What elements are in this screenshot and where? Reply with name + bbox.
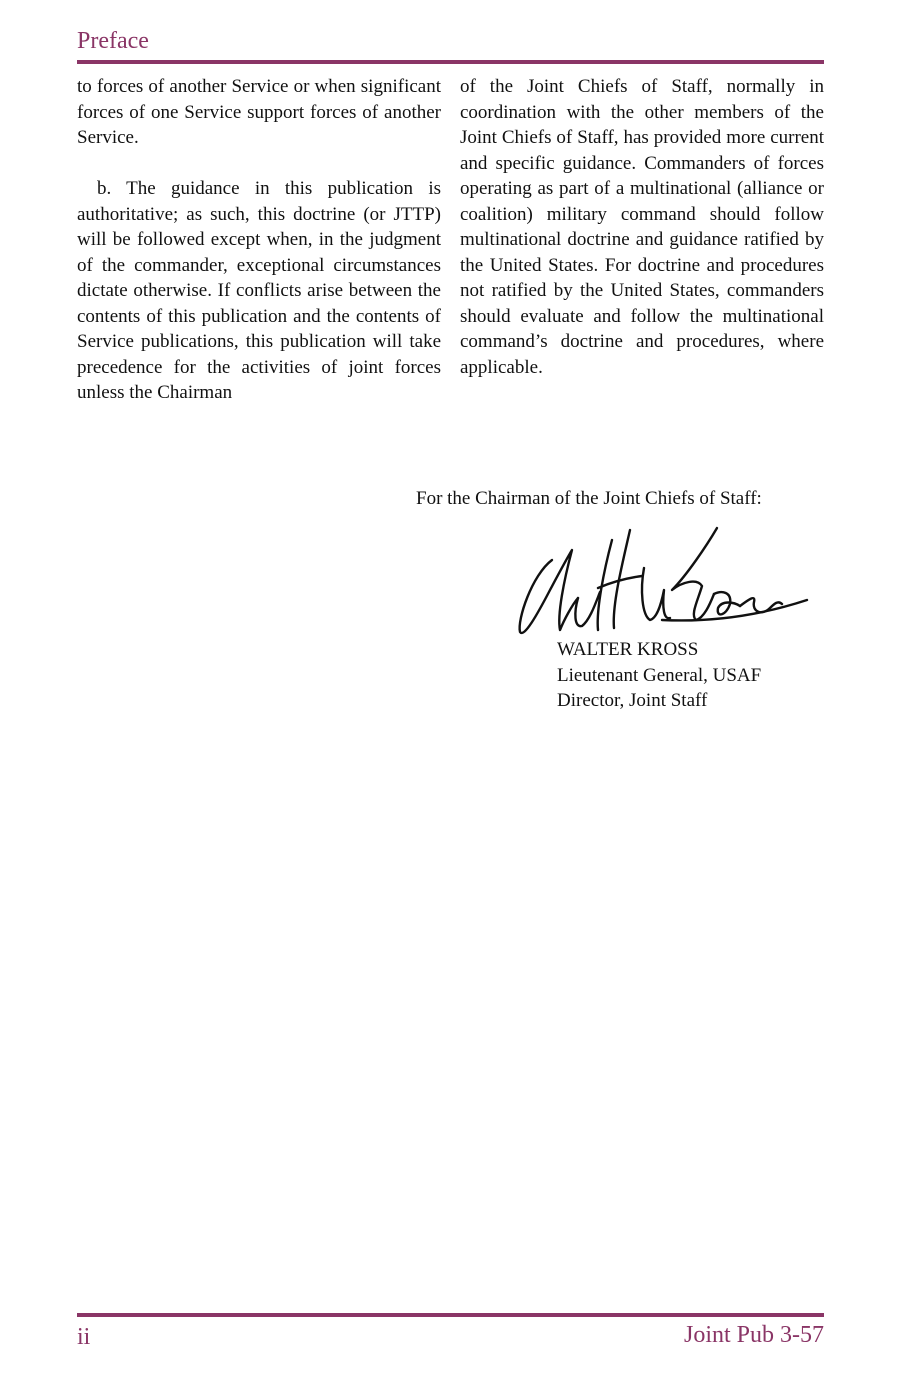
- closing-line: For the Chairman of the Joint Chiefs of Staff:: [416, 488, 762, 509]
- handwritten-signature-icon: [512, 520, 812, 645]
- right-column: [460, 74, 824, 380]
- signer-position: Director, Joint Staff: [557, 690, 708, 711]
- left-column: [77, 74, 441, 406]
- footer-publication: Joint Pub 3-57: [683, 1322, 824, 1348]
- left-paragraph-2: b. The guidance in this publication is authoritative; as such, this doctrine (or JTTP) will be followed except when, in the judgment of the commander, exceptional circumstances dictate otherwise. If conflicts arise between the contents of this publication and the contents of Service publications, this publication will take precedence for the activities of joint forces unless the Chairman: [77, 178, 441, 403]
- signer-block: [557, 637, 761, 714]
- footer-rule: [77, 1313, 824, 1317]
- signer-name: WALTER KROSS: [557, 639, 699, 660]
- footer-page-number: ii: [77, 1324, 91, 1350]
- page-header-title: Preface: [77, 28, 149, 54]
- header-rule: [77, 60, 824, 64]
- signer-rank: Lieutenant General, USAF: [557, 664, 762, 686]
- left-paragraph-1: to forces of another Service or when significant forces of one Service support forces of another Service.: [77, 76, 441, 148]
- right-paragraph-1: of the Joint Chiefs of Staff, normally in coordination with the other members of the Joint Chiefs of Staff, has provided more current and specific guidance. Commanders of forces operating as part of a multinational (alliance or coalition) military command should follow multinational doctrine and guidance ratified by the United States. For doctrine and procedures not ratified by the United States, commanders should evaluate and follow the multinational command’s doctrine and procedures, where applicable.: [460, 76, 824, 378]
